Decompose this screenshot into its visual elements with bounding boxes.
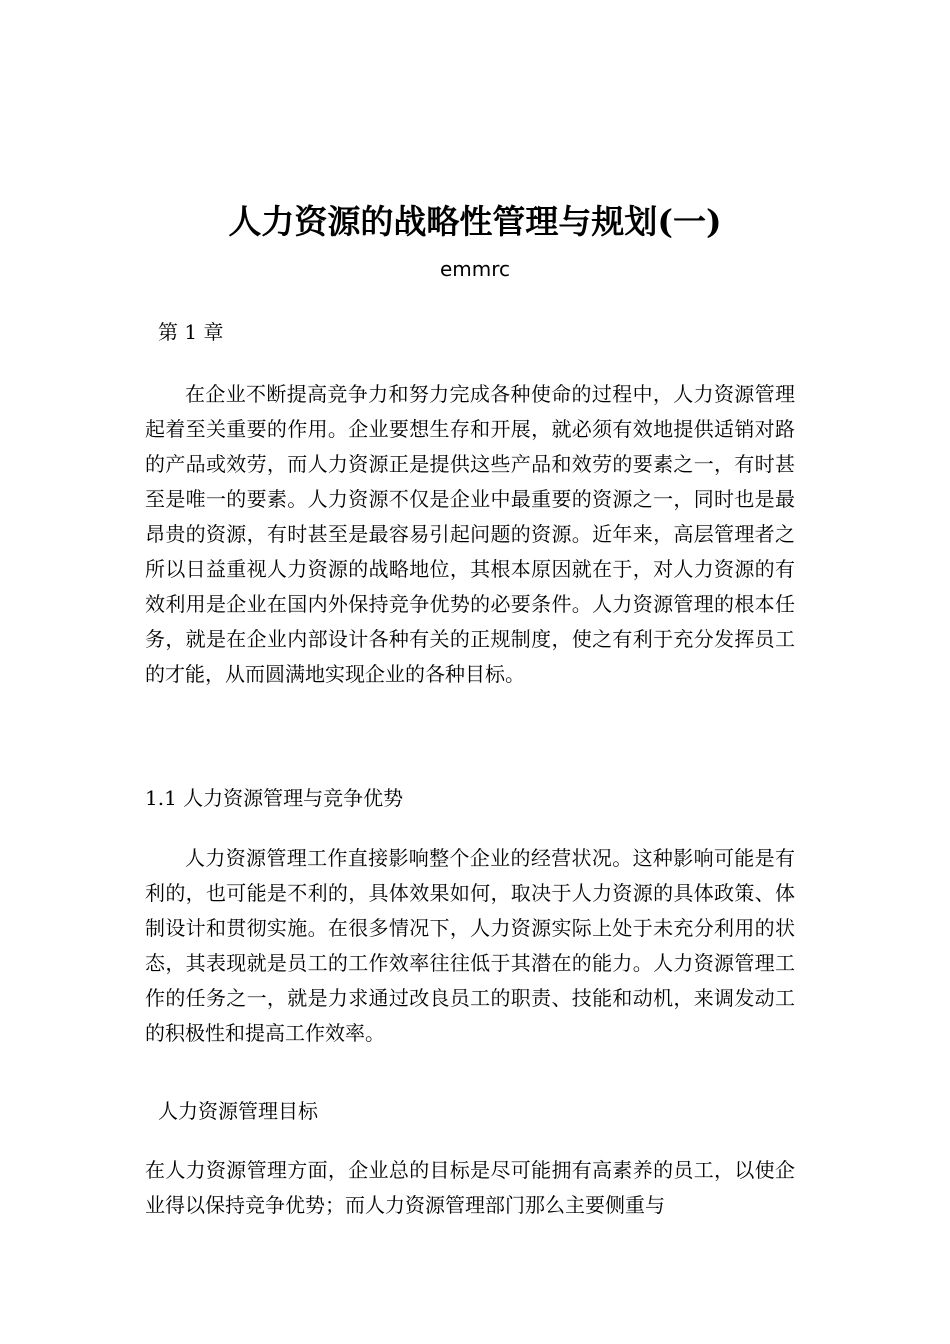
body-paragraph: 人力资源管理工作直接影响整个企业的经营状况。这种影响可能是有利的，也可能是不利的，具体效果如何，取决于人力资源的具体政策、体制设计和贯彻实施。在很多情况下，人力资源实际上处于未充分利用的状态，其表现就是员工的工作效率往往低于其潜在的能力。人力资源管理工作的任务之一，就是力求通过改良员工的职责、技能和动机，来调发动工的积极性和提高工作效率。	[145, 846, 795, 1045]
chapter-label: 第 1 章	[158, 320, 224, 344]
subheading: 人力资源管理目标	[158, 1099, 318, 1123]
body-paragraph: 在企业不断提高竞争力和努力完成各种使命的过程中，人力资源管理起着至关重要的作用。企业要想生存和开展，就必须有效地提供适销对路的产品或效劳，而人力资源正是提供这些产品和效劳的要素之一，有时甚至是唯一的要素。人力资源不仅是企业中最重要的资源之一，同时也是最昂贵的资源，有时甚至是最容易引起问题的资源。近年来，高层管理者之所以日益重视人力资源的战略地位，其根本原因就在于，对人力资源的有效利用是企业在国内外保持竞争优势的必要条件。人力资源管理的根本任务，就是在企业内部设计各种有关的正规制度，使之有利于充分发挥员工的才能，从而圆满地实现企业的各种目标。	[145, 382, 795, 686]
body-paragraph: 在人力资源管理方面，企业总的目标是尽可能拥有高素养的员工，以使企业得以保持竞争优势；而人力资源管理部门那么主要侧重与	[145, 1158, 795, 1217]
document-author: emmrc	[439, 257, 511, 281]
document-title: 人力资源的战略性管理与规划(一)	[228, 202, 722, 241]
section-heading: 1.1 人力资源管理与竞争优势	[145, 786, 404, 810]
